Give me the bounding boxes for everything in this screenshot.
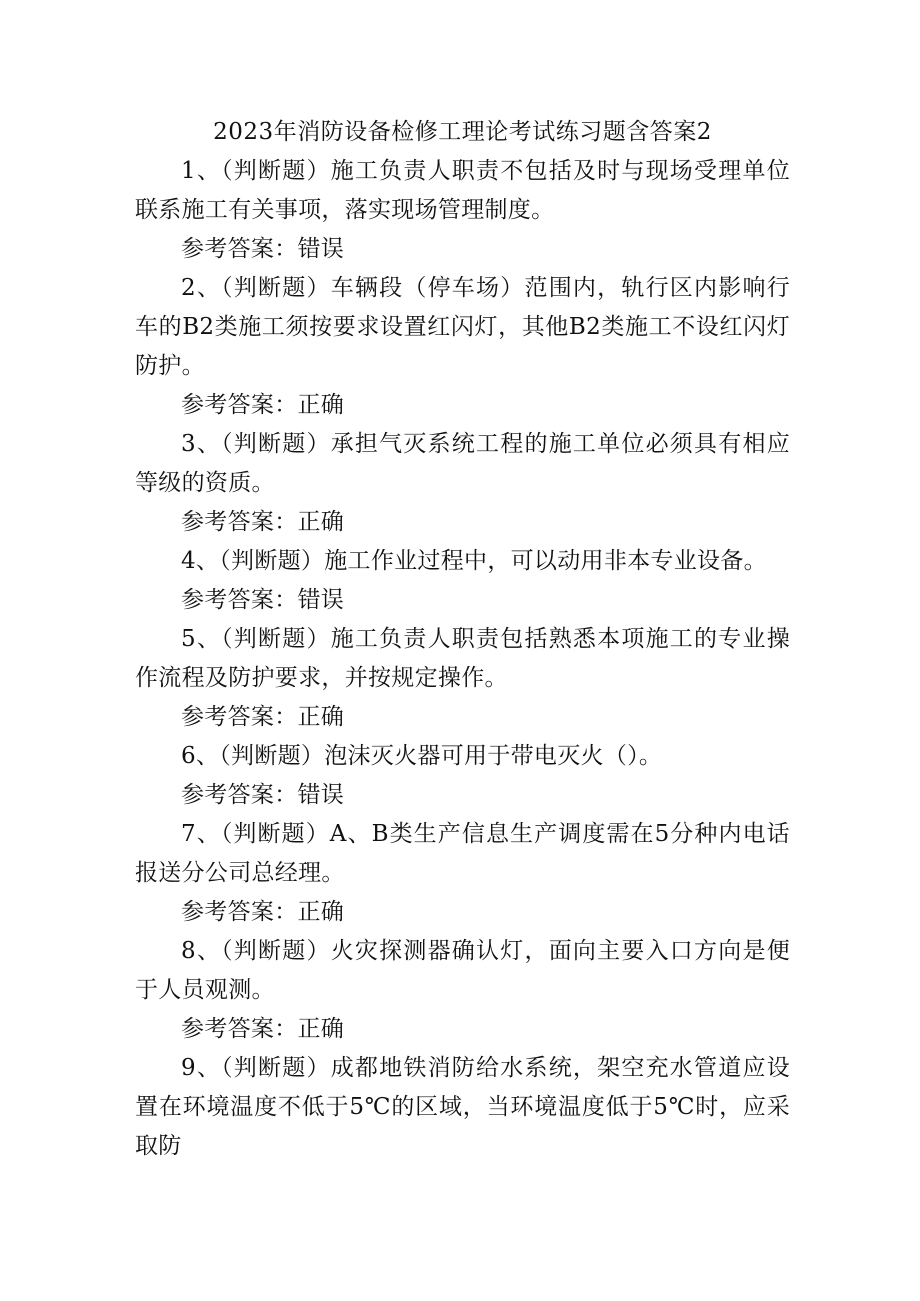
answer-5: 参考答案：正确 (181, 704, 345, 730)
question-2: 2、（判断题）车辆段（停车场）范围内，轨行区内影响行车的B2类施工须按要求设置红闪灯，其他B2类施工不设红闪灯防护。 (135, 275, 790, 379)
question-3: 3、（判断题）承担气灭系统工程的施工单位必须具有相应等级的资质。 (135, 431, 790, 496)
answer-8: 参考答案：正确 (181, 1016, 345, 1042)
answer-6: 参考答案：错误 (181, 782, 345, 808)
answer-2: 参考答案：正确 (181, 392, 345, 418)
question-8: 8、（判断题）火灾探测器确认灯，面向主要入口方向是便于人员观测。 (135, 938, 790, 1003)
document-title: 2023年消防设备检修工理论考试练习题含答案2 (213, 119, 712, 145)
question-5: 5、（判断题）施工负责人职责包括熟悉本项施工的专业操作流程及防护要求，并按规定操作。 (135, 626, 790, 691)
question-7: 7、（判断题）A、B类生产信息生产调度需在5分种内电话报送分公司总经理。 (135, 821, 790, 886)
answer-3: 参考答案：正确 (181, 509, 345, 535)
question-9: 9、（判断题）成都地铁消防给水系统，架空充水管道应设置在环境温度不低于5℃的区域，当环境温度低于5℃时，应采取防 (135, 1055, 790, 1159)
question-6: 6、（判断题）泡沫灭火器可用于带电灭火（）。 (181, 743, 663, 769)
document-page (135, 112, 790, 1166)
question-4: 4、（判断题）施工作业过程中，可以动用非本专业设备。 (181, 548, 767, 574)
question-1: 1、（判断题）施工负责人职责不包括及时与现场受理单位联系施工有关事项，落实现场管理制度。 (135, 158, 790, 223)
answer-7: 参考答案：正确 (181, 899, 345, 925)
answer-1: 参考答案：错误 (181, 236, 345, 262)
answer-4: 参考答案：错误 (181, 587, 345, 613)
